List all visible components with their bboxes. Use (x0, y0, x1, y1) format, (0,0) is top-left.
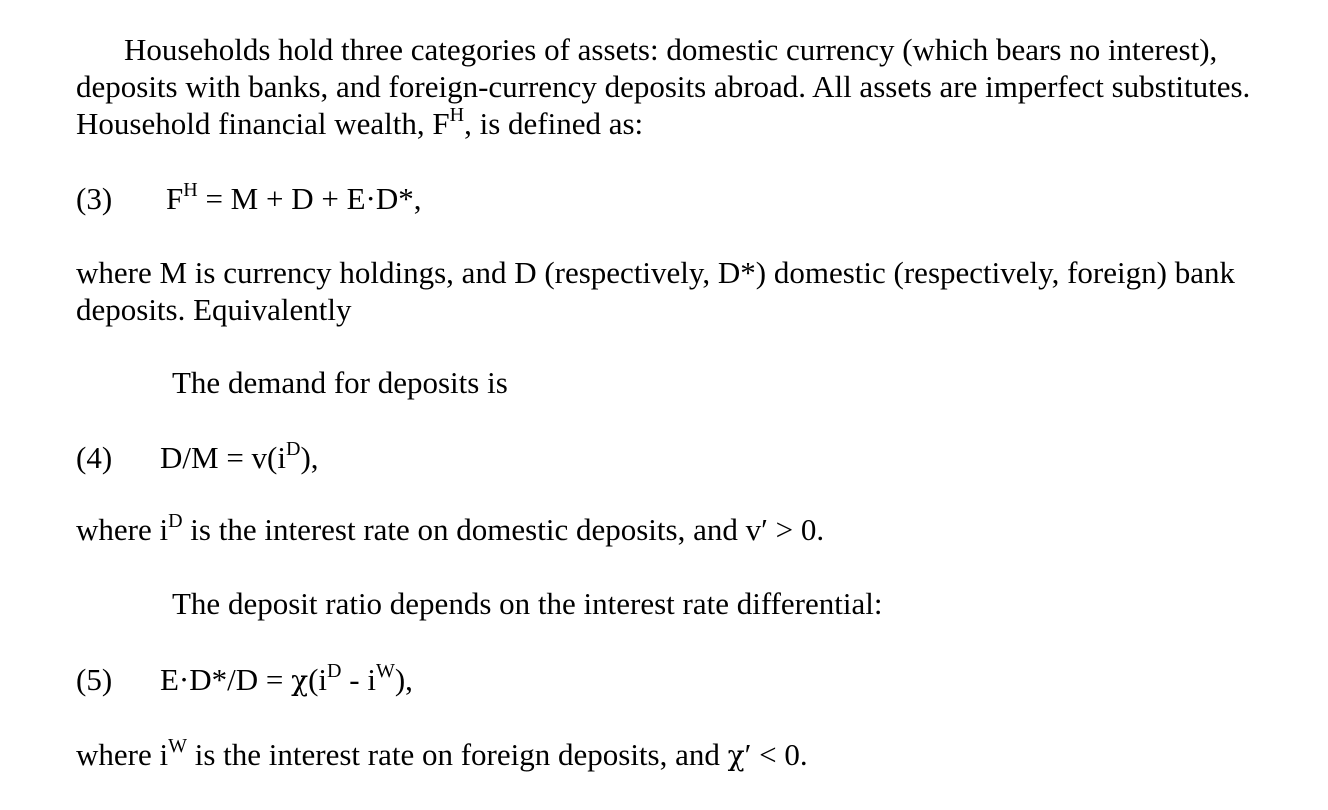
para6-mid: is the interest rate on foreign deposits, and (186, 737, 728, 772)
equation-5-number: (5) (76, 662, 113, 697)
para1-line3-pre: Household financial wealth, F (76, 106, 450, 141)
equation-3-lhs: F (166, 181, 184, 216)
equation-5-mid1: (i (308, 662, 328, 697)
equation-5 (160, 659, 413, 699)
para4-line1 (76, 509, 825, 548)
para1-line2: deposits with banks, and foreign-currency deposits abroad. All assets are imperfect substitutes. (76, 69, 1251, 104)
para1-line3 (76, 103, 644, 142)
para5-line1: The deposit ratio depends on the interest rate differential: (172, 586, 883, 621)
para2-line2: deposits. Equivalently (76, 292, 352, 327)
para6-sup: W (168, 734, 187, 757)
para1-line3-post: , is defined as: (464, 106, 644, 141)
equation-4-pre: D/M = v(i (160, 440, 286, 475)
equation-4 (160, 437, 319, 476)
para6-line1 (76, 734, 808, 774)
para2-line1: where M is currency holdings, and D (respectively, D*) domestic (respectively, foreign) bank (76, 255, 1235, 290)
equation-3-rhs: = M + D + E·D*, (197, 181, 422, 216)
equation-5-pre: E·D*/D = (160, 662, 292, 697)
equation-5-post: ), (394, 662, 413, 697)
para4-sup: D (168, 509, 183, 532)
equation-3-number: (3) (76, 181, 113, 216)
equation-4-post: ), (300, 440, 319, 475)
equation-5-mid2: - i (341, 662, 376, 697)
equation-4-sup: D (285, 437, 301, 460)
equation-5-chi: χ (291, 664, 309, 697)
para4-post: is the interest rate on domestic deposits, and v′ > 0. (182, 512, 825, 547)
equation-5-sup2: W (375, 659, 395, 682)
para3-line1: The demand for deposits is (172, 365, 508, 400)
para6-pre: where i (76, 737, 169, 772)
equation-5-sup1: D (327, 659, 342, 682)
para1-line1: Households hold three categories of assets: domestic currency (which bears no interest), (124, 32, 1218, 67)
para1-line3-sup: H (449, 103, 465, 126)
para4-pre: where i (76, 512, 169, 547)
equation-3 (166, 178, 422, 217)
equation-4-number: (4) (76, 440, 113, 475)
equation-3-lhs-sup: H (183, 178, 198, 201)
para6-post: ′ < 0. (744, 737, 808, 772)
para6-chi: χ (727, 739, 745, 772)
